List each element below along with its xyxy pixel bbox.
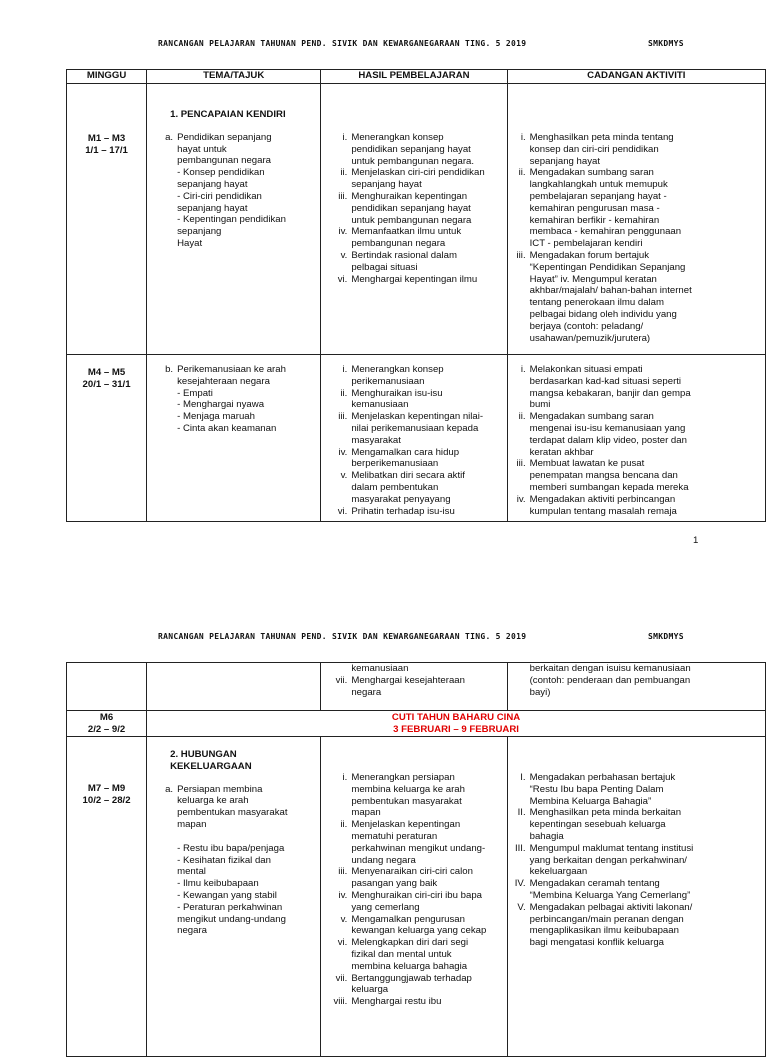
activity-item — [508, 250, 765, 344]
list-item-number: iv. — [516, 493, 526, 505]
list-item-text: Menghasilkan peta minda tentang — [529, 132, 674, 143]
list-item-text: tentang penerokaan ilmu dalam — [529, 297, 665, 309]
list-item-text: bahagia — [529, 830, 564, 842]
list-item-text: Mengadakan pelbagai aktiviti lakonan/ — [529, 901, 693, 913]
list-item-text: berjaya (contoh: peladang/ — [529, 320, 644, 332]
list-item-text: fizikal dan mental untuk — [351, 948, 452, 960]
holiday-row — [67, 711, 766, 737]
list-item-number: iii. — [338, 190, 348, 202]
list-item-text: masyarakat penyayang — [351, 493, 451, 505]
topic-point: mengikut undang-undang — [177, 913, 286, 925]
list-item-text: Mengadakan ceramah tentang — [529, 878, 660, 890]
list-item-text: mengaplikasikan ilmu keibubapaan — [529, 925, 679, 937]
list-item-text: Membuat lawatan ke pusat — [529, 458, 645, 470]
list-item-text: kemahiran berfikir - kemahiran — [529, 214, 660, 226]
list-item-number: v. — [340, 470, 348, 482]
list-item-number: i. — [342, 364, 348, 375]
list-item-text: kepentingan sesebuah keluarga — [529, 819, 666, 831]
list-item-text: Membina Keluarga Bahagia” — [529, 795, 652, 807]
list-item-text: sepanjang hayat — [351, 179, 422, 191]
list-item-number: iv. — [338, 889, 348, 901]
list-item-text: pelbagai situasi — [351, 261, 418, 273]
list-item-number: i. — [342, 132, 348, 143]
week-dates: 2/2 – 9/2 — [87, 723, 126, 735]
list-item-text: usahawan/pemuzik/jurutera) — [529, 332, 651, 344]
list-item-text: Prihatin terhadap isu-isu — [351, 505, 455, 517]
holiday-cell — [147, 711, 766, 737]
list-item-text: undang negara — [351, 854, 416, 866]
topic-line: sepanjang — [177, 226, 222, 238]
table-row — [67, 84, 766, 355]
activity-item — [508, 167, 765, 250]
theme-heading: 1. PENCAPAIAN KENDIRI — [170, 109, 286, 120]
outcomes-list — [321, 132, 506, 285]
topic-line: pembangunan negara — [177, 155, 271, 167]
list-item-text: Mengadakan sumbang saran — [529, 411, 654, 423]
activities-list — [508, 772, 765, 949]
topic-point: mental — [177, 866, 206, 878]
list-item-text: “Kepentingan Pendidikan Sepanjang — [529, 261, 686, 273]
list-item-text: Mengadakan forum bertajuk — [529, 249, 650, 261]
list-item-number: vi. — [337, 937, 348, 949]
topic-line: sepanjang hayat — [177, 178, 248, 190]
list-item-text: bagi mengatasi konflik keluarga — [529, 937, 665, 949]
outcome-item — [321, 250, 506, 274]
list-item-text: perkahwinan mengikut undang- — [351, 842, 486, 854]
list-item-text: Menyenaraikan ciri-ciri calon — [351, 866, 473, 878]
list-item-number: ii. — [340, 387, 348, 399]
activity-line: (contoh: penderaan dan pembuangan — [529, 674, 691, 686]
outcome-item — [321, 996, 506, 1008]
list-item-text: Mengamalkan pengurusan — [351, 913, 465, 925]
page-header-title: RANCANGAN PELAJARAN TAHUNAN PEND. SIVIK DAN KEWARGANEGARAAN TING. 5 2019 — [158, 39, 527, 48]
list-item-text: langkahlangkah untuk memupuk — [529, 179, 668, 191]
list-item-number: i. — [520, 132, 526, 143]
topic-line: sepanjang hayat — [177, 202, 248, 214]
list-item-number: iii. — [516, 458, 526, 470]
list-item-text: ICT - pembelajaran kendiri — [529, 238, 643, 250]
week-number: M1 – M3 — [87, 133, 126, 144]
list-item-number: III. — [514, 842, 526, 854]
outcomes-cell — [321, 355, 507, 522]
column-header-week: MINGGU — [67, 70, 147, 84]
activity-item — [508, 807, 765, 842]
list-item-text: mangsa kebakaran, banjir dan gempa — [529, 387, 691, 399]
list-item-number: iii. — [338, 411, 348, 423]
activities-cell — [507, 355, 765, 522]
list-item-text: kewangan keluarga yang cekap — [351, 925, 487, 937]
activity-item — [508, 132, 765, 167]
week-dates: 10/2 – 28/2 — [82, 794, 131, 806]
week-number: M4 – M5 — [87, 367, 126, 378]
activity-item — [508, 411, 765, 458]
column-header-activities: CADANGAN AKTIVITI — [507, 70, 765, 84]
outcome-item — [321, 819, 506, 866]
list-item-text: sepanjang hayat — [529, 155, 601, 167]
outcome-item — [321, 675, 506, 699]
activity-item — [508, 364, 765, 411]
week-cell — [67, 737, 147, 1057]
list-item-text: Melakonkan situasi empati — [529, 364, 643, 375]
list-item-text: pembelajaran sepanjang hayat - — [529, 190, 667, 202]
outcomes-cell — [321, 663, 507, 711]
topic-line: hayat untuk — [177, 143, 227, 155]
list-item-number: viii. — [333, 996, 348, 1008]
topic-lines — [177, 784, 320, 831]
week-dates: 1/1 – 17/1 — [85, 144, 128, 156]
list-item-text: dalam pembentukan — [351, 481, 439, 493]
activity-item — [508, 843, 765, 878]
list-item-number: vii. — [335, 674, 348, 686]
list-item-text: pelbagai bidang oleh individu yang — [529, 308, 677, 320]
outcome-item — [321, 364, 506, 388]
list-item-text: untuk pembangunan negara. — [351, 155, 475, 167]
activity-item — [508, 902, 765, 949]
list-item-number: v. — [340, 913, 348, 925]
theme-line: KEKELUARGAAN — [170, 760, 252, 772]
topic-line: Perikemanusiaan ke arah — [177, 364, 286, 375]
list-item-text: yang berkaitan dengan perkahwinan/ — [529, 854, 687, 866]
topic-line: - Ciri-ciri pendidikan — [177, 190, 262, 202]
list-item-text: kemahiran pengurusan masa - — [529, 202, 660, 214]
list-item-text: Menghasilkan peta minda berkaitan — [529, 807, 682, 819]
list-item-text: pendidikan sepanjang hayat — [351, 143, 471, 155]
list-item-text: membina keluarga bahagia — [351, 960, 468, 972]
list-item-text: Mengadakan sumbang saran — [529, 167, 654, 179]
week-dates: 20/1 – 31/1 — [82, 378, 131, 390]
outcomes-list — [321, 675, 506, 699]
topic-point: - Kewangan yang stabil — [177, 889, 277, 901]
topic-line: Pendidikan sepanjang — [177, 131, 272, 143]
list-item-text: Menerangkan konsep — [351, 132, 444, 143]
activity-item — [508, 772, 765, 807]
list-item-text: konsep dan ciri-ciri pendidikan — [529, 143, 659, 155]
activity-line: bayi) — [529, 686, 551, 698]
list-item-text: perikemanusiaan — [351, 375, 425, 387]
holiday-title: CUTI TAHUN BAHARU CINA — [391, 712, 521, 723]
topic-cell — [147, 84, 321, 355]
list-item-text: Hayat” iv. Mengumpul keratan — [529, 273, 657, 285]
activity-line: berkaitan dengan isuisu kemanusiaan — [529, 663, 691, 674]
week-number: M6 — [99, 712, 114, 723]
outcome-item — [321, 226, 506, 250]
list-item-text: berperikemanusiaan — [351, 458, 439, 470]
list-item-number: ii. — [340, 167, 348, 179]
list-item-text: akhbar/majalah/ bahan-bahan internet — [529, 285, 692, 297]
list-item-number: ii. — [518, 411, 526, 423]
list-item-text: Menghargai restu ibu — [351, 996, 442, 1008]
topic-point: - Peraturan perkahwinan — [177, 901, 283, 913]
list-item-number: i. — [520, 364, 526, 375]
list-item-text: mapan — [351, 807, 381, 819]
topic-line: kesejahteraan negara — [177, 375, 270, 387]
topic-cell — [147, 737, 321, 1057]
theme-heading — [170, 749, 320, 773]
page-header-school: SMKDMYS — [648, 632, 684, 641]
list-item-text: mengenai isu-isu kemanusiaan yang — [529, 422, 686, 434]
topic-line: Hayat — [177, 237, 203, 249]
topic-point: negara — [177, 925, 207, 937]
topic-letter: a. — [165, 131, 174, 143]
list-item-text: Menghuraikan kepentingan — [351, 190, 468, 202]
outcome-item — [321, 914, 506, 938]
page-header-title: RANCANGAN PELAJARAN TAHUNAN PEND. SIVIK DAN KEWARGANEGARAAN TING. 5 2019 — [158, 632, 527, 641]
list-item-text: yang cemerlang — [351, 901, 420, 913]
list-item-number: IV. — [514, 878, 526, 890]
activities-list — [508, 364, 765, 517]
list-item-number: vi. — [337, 505, 348, 517]
list-item-number: ii. — [340, 819, 348, 831]
outcomes-cell — [321, 84, 507, 355]
outcome-item — [321, 937, 506, 972]
list-item-number: iii. — [516, 249, 526, 261]
list-item-text: Menjelaskan ciri-ciri pendidikan — [351, 167, 485, 179]
list-item-number: II. — [517, 807, 526, 819]
outcome-item — [321, 167, 506, 191]
holiday-dates: 3 FEBRUARI – 9 FEBRUARI — [393, 724, 519, 735]
list-item-text: keluarga — [351, 984, 389, 996]
topic-cell — [147, 663, 321, 711]
list-item-text: “Restu Ibu bapa Penting Dalam — [529, 783, 664, 795]
outcome-item — [321, 191, 506, 226]
outcome-item — [321, 890, 506, 914]
outcome-item — [321, 388, 506, 412]
topic-point: - Restu ibu bapa/penjaga — [177, 842, 285, 854]
outcome-continued: kemanusiaan — [351, 663, 409, 674]
list-item-text: pasangan yang baik — [351, 878, 438, 890]
page-number: 1 — [693, 535, 699, 546]
list-item-text: keratan akhbar — [529, 446, 594, 458]
list-item-text: nilai perikemanusiaan kepada — [351, 422, 479, 434]
list-item-text: negara — [351, 686, 382, 698]
activities-cell — [507, 84, 765, 355]
list-item-text: Menjelaskan kepentingan nilai- — [351, 411, 484, 423]
list-item-text: perbincangan/main peranan dengan — [529, 913, 684, 925]
list-item-text: “Membina Keluarga Yang Cemerlang” — [529, 889, 691, 901]
list-item-text: membina keluarga ke arah — [351, 783, 465, 795]
list-item-number: I. — [520, 772, 526, 783]
topic-point: - Ilmu keibubapaan — [177, 878, 259, 890]
topic-lines — [177, 364, 320, 435]
outcome-item — [321, 132, 506, 167]
list-item-text: Bertindak rasional dalam — [351, 249, 457, 261]
topic-line: - Konsep pendidikan — [177, 167, 265, 179]
activity-item — [508, 494, 765, 518]
list-item-number: iv. — [338, 446, 348, 458]
activities-continued — [508, 663, 765, 698]
list-item-number: ii. — [518, 167, 526, 179]
list-item-text: pembangunan negara — [351, 238, 446, 250]
activity-item — [508, 878, 765, 902]
list-item-text: kekeluargaan — [529, 866, 588, 878]
topic-letter: b. — [165, 364, 174, 375]
list-item-text: mematuhi peraturan — [351, 830, 438, 842]
list-item-text: Mengamalkan cara hidup — [351, 446, 460, 458]
outcome-item — [321, 973, 506, 997]
list-item-text: Mengadakan aktiviti perbincangan — [529, 493, 676, 505]
outcome-item — [321, 274, 506, 286]
list-item-text: Melibatkan diri secara aktif — [351, 470, 465, 482]
activities-cell — [507, 737, 765, 1057]
outcomes-cell — [321, 737, 507, 1057]
outcome-item — [321, 470, 506, 505]
page-header-school: SMKDMYS — [648, 39, 684, 48]
list-item-number: vii. — [335, 972, 348, 984]
list-item-number: iii. — [338, 866, 348, 878]
topic-line: - Menjaga maruah — [177, 411, 255, 423]
list-item-text: penempatan mangsa bencana dan — [529, 470, 678, 482]
outcome-item — [321, 866, 506, 890]
list-item-text: Menghuraikan isu-isu — [351, 387, 443, 399]
list-item-number: iv. — [338, 226, 348, 238]
activities-cell — [507, 663, 765, 711]
topic-points — [177, 843, 320, 937]
week-cell — [67, 355, 147, 522]
list-item-text: pendidikan sepanjang hayat — [351, 202, 471, 214]
outcome-item — [321, 447, 506, 471]
list-item-text: pembentukan masyarakat — [351, 795, 462, 807]
list-item-text: bumi — [529, 399, 551, 411]
lesson-plan-table-page-1 — [66, 69, 766, 522]
week-cell — [67, 663, 147, 711]
list-item-text: Menjelaskan kepentingan — [351, 819, 461, 831]
topic-line: keluarga ke arah — [177, 795, 249, 807]
outcomes-list — [321, 364, 506, 517]
topic-cell — [147, 355, 321, 522]
table-row — [67, 663, 766, 711]
list-item-number: v. — [340, 249, 348, 261]
list-item-text: Mengadakan perbahasan bertajuk — [529, 772, 676, 783]
list-item-text: memberi sumbangan kepada mereka — [529, 481, 689, 493]
lesson-plan-table-page-2 — [66, 662, 766, 1057]
list-item-number: i. — [342, 772, 348, 783]
list-item-text: kemanusiaan — [351, 399, 409, 411]
list-item-text: Mengumpul maklumat tentang institusi — [529, 842, 694, 854]
topic-line: - Menghargai nyawa — [177, 399, 265, 411]
list-item-number: V. — [517, 901, 526, 913]
outcome-item — [321, 411, 506, 446]
topic-line: pembentukan masyarakat — [177, 807, 288, 819]
list-item-text: kumpulan tentang masalah remaja — [529, 505, 677, 517]
list-item-text: Menerangkan persiapan — [351, 772, 455, 783]
list-item-number: vi. — [337, 273, 348, 285]
column-header-outcomes: HASIL PEMBELAJARAN — [321, 70, 507, 84]
week-cell — [67, 711, 147, 737]
list-item-text: masyarakat — [351, 434, 401, 446]
week-cell — [67, 84, 147, 355]
list-item-text: untuk pembangunan negara — [351, 214, 472, 226]
topic-lines — [177, 132, 320, 250]
topic-point: - Kesihatan fizikal dan — [177, 854, 271, 866]
list-item-text: Menerangkan konsep — [351, 364, 444, 375]
table-row — [67, 355, 766, 522]
topic-line: Persiapan membina — [177, 783, 263, 795]
activity-item — [508, 458, 765, 493]
list-item-text: terdapat dalam klip video, poster dan — [529, 434, 687, 446]
list-item-text: Menghargai kepentingan ilmu — [351, 273, 478, 285]
list-item-text: Menghargai kesejahteraan — [351, 674, 465, 686]
outcome-item — [321, 772, 506, 819]
topic-line: - Cinta akan keamanan — [177, 422, 277, 434]
list-item-text: Memanfaatkan ilmu untuk — [351, 226, 462, 238]
list-item-text: berdasarkan kad-kad situasi seperti — [529, 375, 682, 387]
table-row — [67, 737, 766, 1057]
outcome-item — [321, 506, 506, 518]
topic-line: - Empati — [177, 387, 213, 399]
topic-letter: a. — [165, 783, 174, 795]
week-number: M7 – M9 — [87, 783, 126, 794]
activities-list — [508, 132, 765, 344]
column-header-topic: TEMA/TAJUK — [147, 70, 321, 84]
list-item-text: Melengkapkan diri dari segi — [351, 937, 469, 949]
outcomes-list — [321, 772, 506, 1008]
list-item-text: Bertanggungjawab terhadap — [351, 972, 472, 984]
topic-line: - Kepentingan pendidikan — [177, 214, 286, 226]
theme-line: 2. HUBUNGAN — [170, 749, 237, 760]
list-item-text: membaca - kemahiran penggunaan — [529, 226, 682, 238]
list-item-text: Menghuraikan ciri-ciri ibu bapa — [351, 889, 482, 901]
topic-line: mapan — [177, 818, 207, 830]
